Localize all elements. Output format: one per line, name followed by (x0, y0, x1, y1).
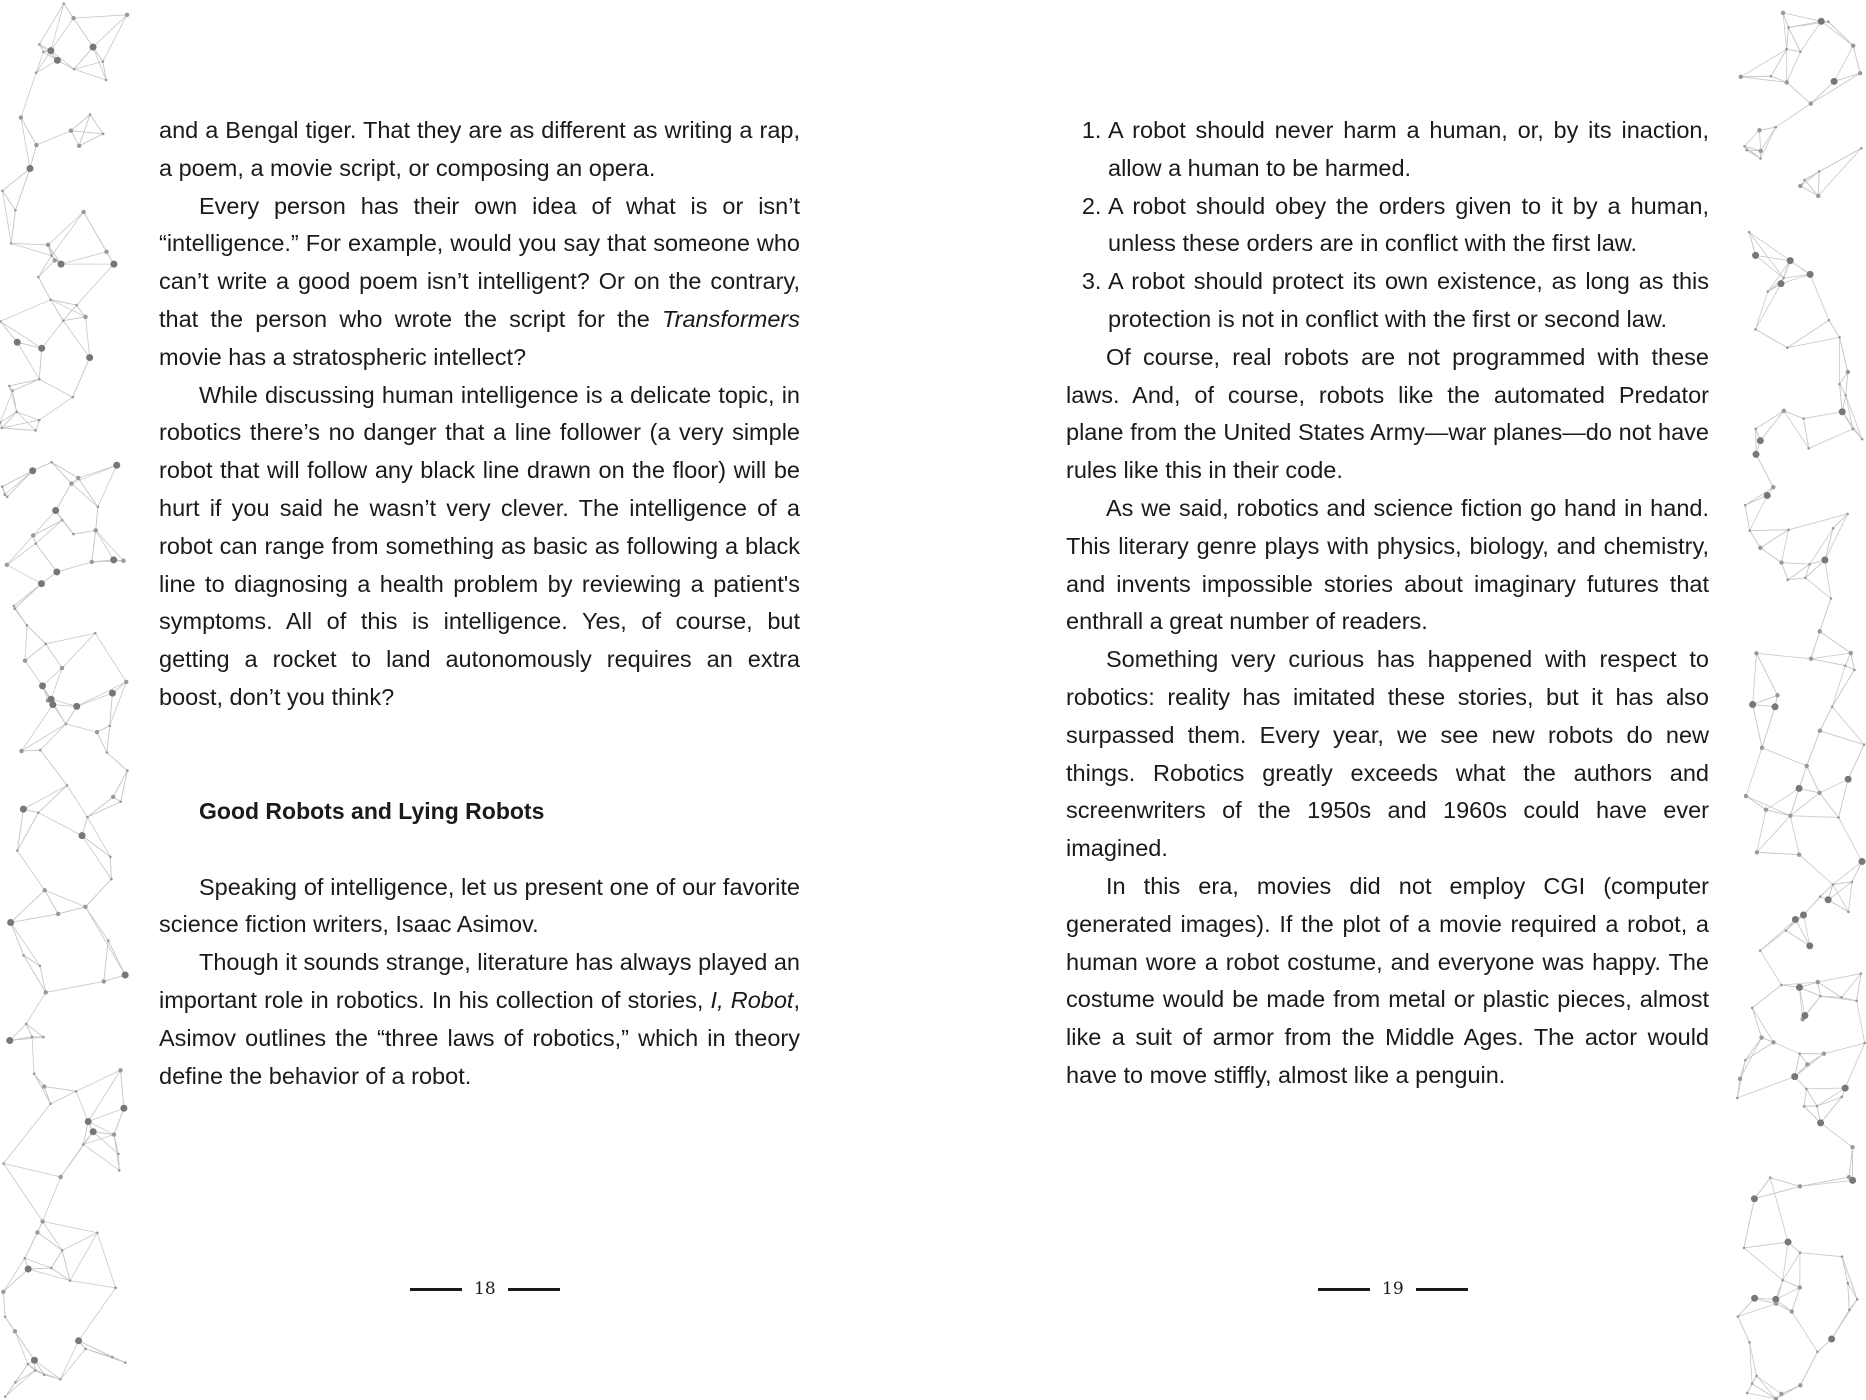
page-number-right (1318, 1279, 1468, 1299)
folio-rule (1416, 1288, 1468, 1291)
three-laws-list (1066, 112, 1709, 339)
list-item: 1. A robot should never harm a human, or, by its inaction, allow a human to be harmed. (1108, 112, 1709, 188)
page-number: 18 (474, 1279, 496, 1299)
paragraph-text: , Asimov outlines the “three laws of robotics,” which in theory define the behavior of a robot. (159, 986, 800, 1089)
network-pattern-right (1736, 0, 1866, 1400)
section-heading: Good Robots and Lying Robots (199, 797, 545, 824)
folio-rule (410, 1288, 462, 1291)
paragraph: While discussing human intelligence is a delicate topic, in robotics there’s no danger that a line follower (a very simple robot that will follow any black line drawn on the floor) will be hurt if you said he wasn’t very clever. The intelligence of a robot can range from something as basic as following a black line to diagnosing a health problem by reviewing a patient's symptoms. All of this is intelligence. Yes, of course, but getting a rocket to land autonomously requires an extra boost, don’t you think? (159, 381, 800, 710)
paragraph: and a Bengal tiger. That they are as different as writing a rap, a poem, a movie script, or composing an opera. (159, 117, 800, 181)
page-number: 19 (1382, 1279, 1404, 1299)
paragraph: Of course, real robots are not programmed with these laws. And, of course, robots like the automated Predator plane from the United States Army—war planes—do not have rules like this in their code. (1066, 343, 1709, 484)
paragraph-text: movie has a stratospheric intellect? (159, 343, 527, 370)
paragraph (159, 188, 800, 377)
movie-title: Transformers (662, 305, 800, 332)
paragraph: Something very curious has happened with respect to robotics: reality has imitated these stories, but it has also surpassed them. Every year, we see new robots do new things. Robotics greatly exceeds what the authors and screenwriters of the 1950s and 1960s could have ever imagined. (1066, 646, 1709, 862)
paragraph-text: Every person has their own idea of what is or isn’t “intelligence.” For example, would you say that someone who can’t write a good poem isn’t intelligent? Or on the contrary, that the person who wrote the script for the (159, 192, 800, 332)
paragraph-text: Though it sounds strange, literature has always played an important role in robotics. In his collection of stories, (159, 949, 800, 1013)
list-item: 3. A robot should protect its own existence, as long as this protection is not in conflict with the first or second law. (1108, 263, 1709, 339)
folio-rule (508, 1288, 560, 1291)
list-item: 2. A robot should obey the orders given to it by a human, unless these orders are in conflict with the first law. (1108, 188, 1709, 264)
book-title: I, Robot (710, 986, 794, 1013)
network-pattern-left (0, 0, 130, 1400)
paragraph (159, 944, 800, 1095)
paragraph: In this era, movies did not employ CGI (computer generated images). If the plot of a movie required a robot, a human wore a robot costume, and everyone was happy. The costume would be made from metal or plastic pieces, almost like a suit of armor from the Middle Ages. The actor would have to move stiffly, almost like a penguin. (1066, 872, 1709, 1088)
paragraph: Speaking of intelligence, let us present one of our favorite science fiction writers, Isaac Asimov. (159, 873, 800, 938)
paragraph: As we said, robotics and science fiction go hand in hand. This literary genre plays with physics, biology, and chemistry, and invents impossible stories about imaginary futures that enthrall a great number of readers. (1066, 494, 1709, 635)
folio-rule (1318, 1288, 1370, 1291)
right-page (1066, 112, 1709, 1095)
page-number-left (410, 1279, 560, 1299)
left-page (159, 112, 800, 1095)
